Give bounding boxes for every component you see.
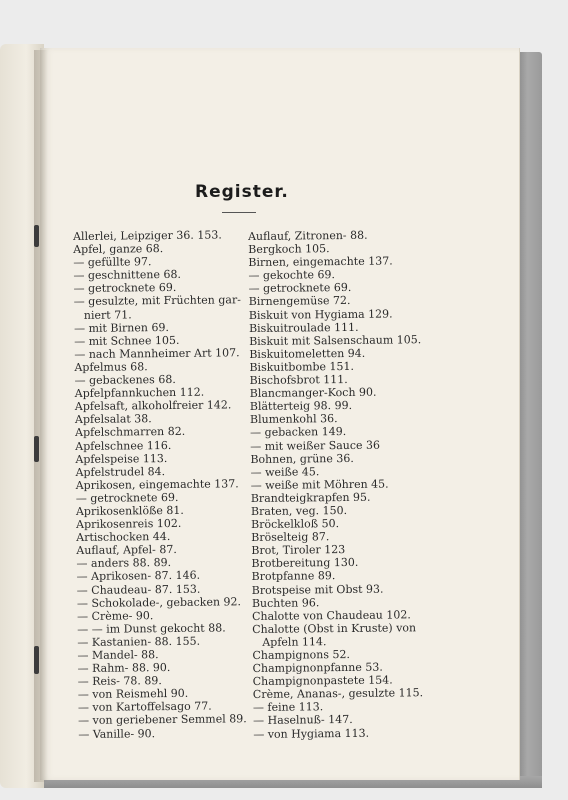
index-entry: Bohnen, grüne 36. [250, 451, 354, 466]
index-entry: — weiße mit Möhren 45. [250, 477, 389, 492]
index-entry: Apfelschnee 116. [75, 438, 172, 453]
index-entry: Apfelschmarren 82. [75, 425, 186, 440]
page-title: Register. [195, 182, 289, 202]
index-entry: Apfelstrudel 84. [75, 464, 166, 479]
title-rule [222, 212, 256, 213]
index-entry: — gesulzte, mit Früchten gar- [73, 293, 242, 309]
index-entry: Apfelpfannkuchen 112. [74, 385, 205, 401]
index-column-left [73, 228, 247, 740]
index-entry: niert 71. [83, 307, 132, 322]
index-entry: Auflauf, Zitronen- 88. [248, 228, 368, 243]
index-entry: Champignons 52. [252, 647, 351, 662]
index-entry: — getrocknete 69. [248, 281, 352, 296]
index-entry: — anders 88. 89. [76, 556, 172, 571]
index-entry: Bröckelkloß 50. [251, 517, 340, 532]
book-cover-edge [518, 52, 542, 784]
index-entry: Biskuitroulade 111. [248, 320, 359, 335]
index-entry: Apfeln 114. [262, 635, 327, 649]
index-entry: Brandteigkrapfen 95. [250, 490, 371, 505]
index-entry: Birnengemüse 72. [248, 294, 351, 309]
index-column-right [248, 228, 425, 740]
index-entry: Biskuit von Hygiama 129. [248, 307, 393, 322]
index-entry: — Haselnuß- 147. [253, 713, 353, 728]
index-entry: — gefüllte 97. [73, 255, 152, 270]
index-entry: Apfelmus 68. [74, 360, 148, 374]
index-entry: Brot, Tiroler 123 [251, 543, 346, 558]
index-entry: — gebackenes 68. [74, 372, 176, 388]
index-entry: — Kastanien- 88. 155. [77, 634, 201, 649]
index-entry: — geschnittene 68. [73, 268, 182, 283]
index-entry: Brotbereitung 130. [251, 556, 359, 571]
index-entry: Chalotte (Obst in Kruste) von [252, 621, 417, 636]
index-entry: Artischocken 44. [76, 530, 171, 545]
index-entry: Apfelspeise 113. [75, 451, 168, 466]
index-entry: Birnen, eingemachte 137. [248, 254, 393, 270]
index-entry: Chalotte von Chaudeau 102. [251, 608, 411, 623]
index-entry: Braten, veg. 150. [250, 503, 348, 518]
index-entry: — Vanille- 90. [78, 726, 156, 741]
index-entry: — — im Dunst gekocht 88. [77, 621, 226, 636]
index-entry: — Mandel- 88. [77, 648, 159, 662]
index-entry: — getrocknete 69. [75, 490, 179, 505]
index-entry: Apfel, ganze 68. [73, 242, 164, 257]
index-entry: Aprikosenklöße 81. [75, 503, 184, 518]
index-entry: Allerlei, Leipziger 36. 153. [73, 228, 222, 243]
index-entry: — Aprikosen- 87. 146. [76, 569, 201, 584]
index-entry: Bröselteig 87. [251, 530, 330, 545]
index-entry: — von Kartoffelsago 77. [77, 699, 212, 715]
index-entry: — Schokolade-, gebacken 92. [76, 594, 242, 610]
index-entry: — von geriebener Semmel 89. [78, 712, 247, 728]
index-entry: — von Hygiama 113. [253, 726, 370, 741]
index-entry: Blumenkohl 36. [249, 412, 338, 427]
index-entry: Bischofsbrot 111. [249, 372, 348, 388]
index-entry: — Chaudeau- 87. 153. [76, 582, 201, 597]
index-entry: Aprikosenreis 102. [76, 516, 182, 532]
index-entry: Brotpfanne 89. [251, 569, 336, 584]
index-entry: Apfelsaft, alkoholfreier 142. [74, 398, 232, 414]
index-entry: Auflauf, Apfel- 87. [76, 543, 177, 558]
index-entry: — weiße 45. [250, 464, 320, 479]
index-entry: Crème, Ananas-, gesulzte 115. [252, 686, 424, 702]
index-entry: — mit weißer Sauce 36 [250, 438, 381, 453]
index-entry: — getrocknete 69. [73, 281, 177, 296]
binding-thread [34, 646, 39, 674]
index-entry: Bergkoch 105. [248, 242, 330, 257]
index-entry: — feine 113. [252, 700, 324, 715]
index-entry: Buchten 96. [251, 595, 320, 610]
index-entry: — mit Birnen 69. [73, 320, 169, 335]
binding-thread [34, 436, 39, 462]
index-entry: Apfelsalat 38. [74, 412, 152, 427]
index-entry: Blätterteig 98. 99. [249, 399, 353, 414]
index-entry: Brotspeise mit Obst 93. [251, 582, 384, 597]
index-entry: Biskuitomeletten 94. [249, 346, 366, 361]
index-entry: Aprikosen, eingemachte 137. [75, 477, 239, 492]
binding-thread [34, 225, 39, 247]
index-entry: — Reis- 78. 89. [77, 674, 162, 689]
index-entry: Champignonpastete 154. [252, 673, 393, 689]
index-entry: — von Reismehl 90. [77, 687, 189, 702]
index-entry: Champignonpfanne 53. [252, 660, 383, 676]
index-entry: Blancmanger-Koch 90. [249, 385, 377, 401]
index-entry: — gekochte 69. [248, 268, 336, 283]
index-entry: — mit Schnee 105. [74, 333, 180, 348]
index-entry: Biskuit mit Salsenschaum 105. [249, 332, 422, 348]
index-entry: — gebacken 149. [250, 425, 347, 440]
index-entry: Biskuitbombe 151. [249, 359, 355, 374]
index-entry: — nach Mannheimer Art 107. [74, 346, 240, 361]
index-entry: — Rahm- 88. 90. [77, 661, 171, 676]
index-entry: — Crème- 90. [76, 608, 154, 623]
